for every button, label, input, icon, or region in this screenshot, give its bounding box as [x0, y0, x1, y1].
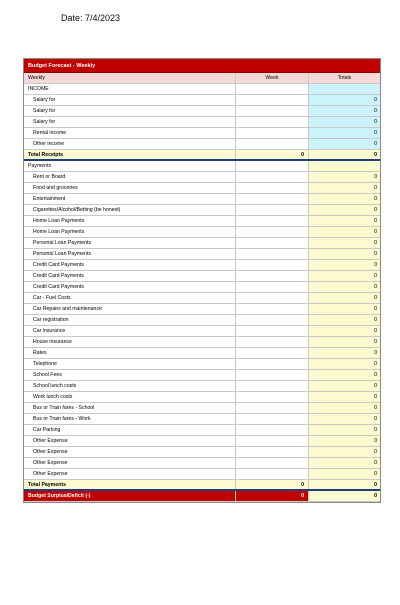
payment-item-label: School lunch costs: [24, 381, 236, 391]
payment-item-label: Rent or Board: [24, 172, 236, 182]
payment-item-week-cell[interactable]: [236, 348, 309, 358]
payment-item-total-cell: 0: [309, 304, 380, 314]
payment-item-label: Car Parking: [24, 425, 236, 435]
payment-item-label: Credit Card Payments: [24, 260, 236, 270]
payment-item-total-cell: 0: [309, 183, 380, 193]
payment-item-total-cell: 0: [309, 392, 380, 402]
payment-item-row: [24, 216, 380, 227]
income-item-row: [24, 117, 380, 128]
income-item-label: Salary for: [24, 95, 236, 105]
income-item-label: Other income: [24, 139, 236, 149]
budget-sheet: [23, 58, 381, 503]
payment-item-week-cell[interactable]: [236, 172, 309, 182]
payment-item-total-cell: 0: [309, 238, 380, 248]
payment-item-total-cell: 0: [309, 381, 380, 391]
total-payments-label: Total Payments: [24, 480, 236, 489]
payment-item-label: Home Loan Payments: [24, 216, 236, 226]
payment-item-total-cell: 0: [309, 205, 380, 215]
payment-item-row: [24, 205, 380, 216]
payment-item-row: [24, 403, 380, 414]
payment-item-week-cell[interactable]: [236, 425, 309, 435]
total-receipts-label: Total Receipts: [24, 150, 236, 159]
payment-item-row: [24, 194, 380, 205]
income-item-week-cell[interactable]: [236, 106, 309, 116]
payment-item-total-cell: 0: [309, 293, 380, 303]
income-item-total-cell: 0: [309, 128, 380, 138]
payment-item-label: Other Expense: [24, 447, 236, 457]
income-item-row: [24, 128, 380, 139]
payment-item-label: Home Loan Payments: [24, 227, 236, 237]
payment-item-total-cell: 0: [309, 425, 380, 435]
payment-item-label: Entertainment: [24, 194, 236, 204]
payment-item-label: Car - Fuel Costs: [24, 293, 236, 303]
payment-item-row: [24, 348, 380, 359]
payment-item-total-cell: 0: [309, 359, 380, 369]
payment-item-row: [24, 238, 380, 249]
header-totals: Totals: [337, 75, 352, 81]
surplus-row: [24, 491, 380, 502]
payment-item-label: Bus or Train fares - Work: [24, 414, 236, 424]
payment-item-week-cell[interactable]: [236, 337, 309, 347]
payment-item-label: Personal Loan Payments: [24, 238, 236, 248]
income-item-total-cell: 0: [309, 106, 380, 116]
payment-item-label: School Fees: [24, 370, 236, 380]
payment-item-week-cell[interactable]: [236, 249, 309, 259]
payment-item-week-cell[interactable]: [236, 227, 309, 237]
payment-item-row: [24, 425, 380, 436]
payment-item-week-cell[interactable]: [236, 392, 309, 402]
payment-item-total-cell: 0: [309, 370, 380, 380]
payment-item-week-cell[interactable]: [236, 205, 309, 215]
payment-item-week-cell[interactable]: [236, 403, 309, 413]
payment-item-week-cell[interactable]: [236, 469, 309, 479]
payment-item-total-cell: 0: [309, 172, 380, 182]
payment-item-week-cell[interactable]: [236, 458, 309, 468]
payment-item-label: Personal Loan Payments: [24, 249, 236, 259]
payment-item-week-cell[interactable]: [236, 315, 309, 325]
payment-item-row: [24, 227, 380, 238]
payment-item-row: [24, 326, 380, 337]
surplus-total: 0: [309, 491, 380, 501]
payment-item-label: Car insurance: [24, 326, 236, 336]
income-section-total: [309, 84, 380, 94]
payment-item-row: [24, 381, 380, 392]
payment-item-total-cell: 0: [309, 315, 380, 325]
sheet-title: Budget Forecast - Weekly: [24, 59, 380, 73]
income-section-label: INCOME: [24, 84, 236, 94]
payment-item-label: Food and groceries: [24, 183, 236, 193]
payment-item-total-cell: 0: [309, 271, 380, 281]
payment-item-total-cell: 0: [309, 469, 380, 479]
income-item-label: Salary for: [24, 117, 236, 127]
payment-rows: [24, 172, 380, 480]
payment-item-week-cell[interactable]: [236, 436, 309, 446]
payment-item-row: [24, 436, 380, 447]
payment-item-row: [24, 392, 380, 403]
payment-item-label: Car Repairs and maintenance: [24, 304, 236, 314]
payment-item-total-cell: 0: [309, 458, 380, 468]
payment-item-row: [24, 469, 380, 480]
income-item-week-cell[interactable]: [236, 95, 309, 105]
payment-item-row: [24, 359, 380, 370]
payment-item-week-cell[interactable]: [236, 370, 309, 380]
payment-item-label: Bus or Train fares - School: [24, 403, 236, 413]
income-item-week-cell[interactable]: [236, 117, 309, 127]
payment-item-row: [24, 315, 380, 326]
total-payments-week: 0: [236, 480, 309, 489]
payment-item-total-cell: 0: [309, 216, 380, 226]
total-receipts-row: [24, 150, 380, 161]
payment-item-label: Rates: [24, 348, 236, 358]
payment-item-week-cell[interactable]: [236, 414, 309, 424]
header-week: Week: [236, 73, 309, 83]
payments-section-label: Payments: [24, 161, 236, 171]
payment-item-week-cell[interactable]: [236, 238, 309, 248]
payment-item-week-cell[interactable]: [236, 194, 309, 204]
payment-item-total-cell: 0: [309, 403, 380, 413]
payment-item-label: Other Expense: [24, 436, 236, 446]
payment-item-total-cell: 0: [309, 414, 380, 424]
income-section-row: [24, 84, 380, 95]
payment-item-label: Other Expense: [24, 469, 236, 479]
payment-item-row: [24, 172, 380, 183]
payments-section-week[interactable]: [236, 161, 309, 171]
payment-item-total-cell: 0: [309, 194, 380, 204]
payment-item-week-cell[interactable]: [236, 359, 309, 369]
payment-item-total-cell: 0: [309, 348, 380, 358]
payment-item-total-cell: 0: [309, 337, 380, 347]
header-row: [24, 73, 380, 84]
payment-item-label: Other Expense: [24, 458, 236, 468]
payment-item-label: House insurance: [24, 337, 236, 347]
income-rows: [24, 95, 380, 150]
income-item-label: Salary for: [24, 106, 236, 116]
payments-section-total: [309, 161, 380, 171]
payment-item-row: [24, 447, 380, 458]
payment-item-row: [24, 370, 380, 381]
income-item-row: [24, 139, 380, 150]
income-item-week-cell[interactable]: [236, 139, 309, 149]
date-label: Date: 7/4/2023: [61, 13, 121, 23]
payment-item-row: [24, 183, 380, 194]
payment-item-total-cell: 0: [309, 249, 380, 259]
payment-item-label: Credit Card Payments: [24, 271, 236, 281]
payment-item-total-cell: 0: [309, 447, 380, 457]
income-item-total-cell: 0: [309, 95, 380, 105]
total-payments-total: 0: [309, 480, 380, 489]
surplus-week: 0: [236, 491, 309, 501]
payment-item-row: [24, 414, 380, 425]
payment-item-total-cell: 0: [309, 282, 380, 292]
payment-item-row: [24, 293, 380, 304]
payment-item-week-cell[interactable]: [236, 293, 309, 303]
payment-item-row: [24, 337, 380, 348]
income-item-total-cell: 0: [309, 139, 380, 149]
payment-item-week-cell[interactable]: [236, 183, 309, 193]
payment-item-week-cell[interactable]: [236, 282, 309, 292]
payment-item-label: Cigarettes/Alcohol/Betting (be honest): [24, 205, 236, 215]
payment-item-row: [24, 260, 380, 271]
total-receipts-total: 0: [309, 150, 380, 159]
income-section-week[interactable]: [236, 84, 309, 94]
payment-item-row: [24, 304, 380, 315]
income-item-row: [24, 106, 380, 117]
payment-item-label: Telephone: [24, 359, 236, 369]
payment-item-week-cell[interactable]: [236, 260, 309, 270]
header-weekly: Weekly: [24, 73, 236, 83]
income-item-label: Rental income: [24, 128, 236, 138]
payment-item-total-cell: 0: [309, 326, 380, 336]
payment-item-row: [24, 458, 380, 469]
payment-item-week-cell[interactable]: [236, 271, 309, 281]
payment-item-total-cell: 0: [309, 436, 380, 446]
payment-item-row: [24, 282, 380, 293]
payment-item-row: [24, 249, 380, 260]
income-item-total-cell: 0: [309, 117, 380, 127]
total-payments-row: [24, 480, 380, 491]
payment-item-label: Work lunch costs: [24, 392, 236, 402]
payment-item-label: Car registration: [24, 315, 236, 325]
payment-item-week-cell[interactable]: [236, 447, 309, 457]
surplus-label: Budget Surplus/Deficit (-): [24, 491, 236, 501]
payment-item-week-cell[interactable]: [236, 304, 309, 314]
income-item-week-cell[interactable]: [236, 128, 309, 138]
payment-item-row: [24, 271, 380, 282]
income-item-row: [24, 95, 380, 106]
payments-section-row: [24, 161, 380, 172]
payment-item-total-cell: 0: [309, 260, 380, 270]
payment-item-week-cell[interactable]: [236, 381, 309, 391]
payment-item-label: Credit Card Payments: [24, 282, 236, 292]
total-receipts-week: 0: [236, 150, 309, 159]
payment-item-total-cell: 0: [309, 227, 380, 237]
payment-item-week-cell[interactable]: [236, 326, 309, 336]
payment-item-week-cell[interactable]: [236, 216, 309, 226]
